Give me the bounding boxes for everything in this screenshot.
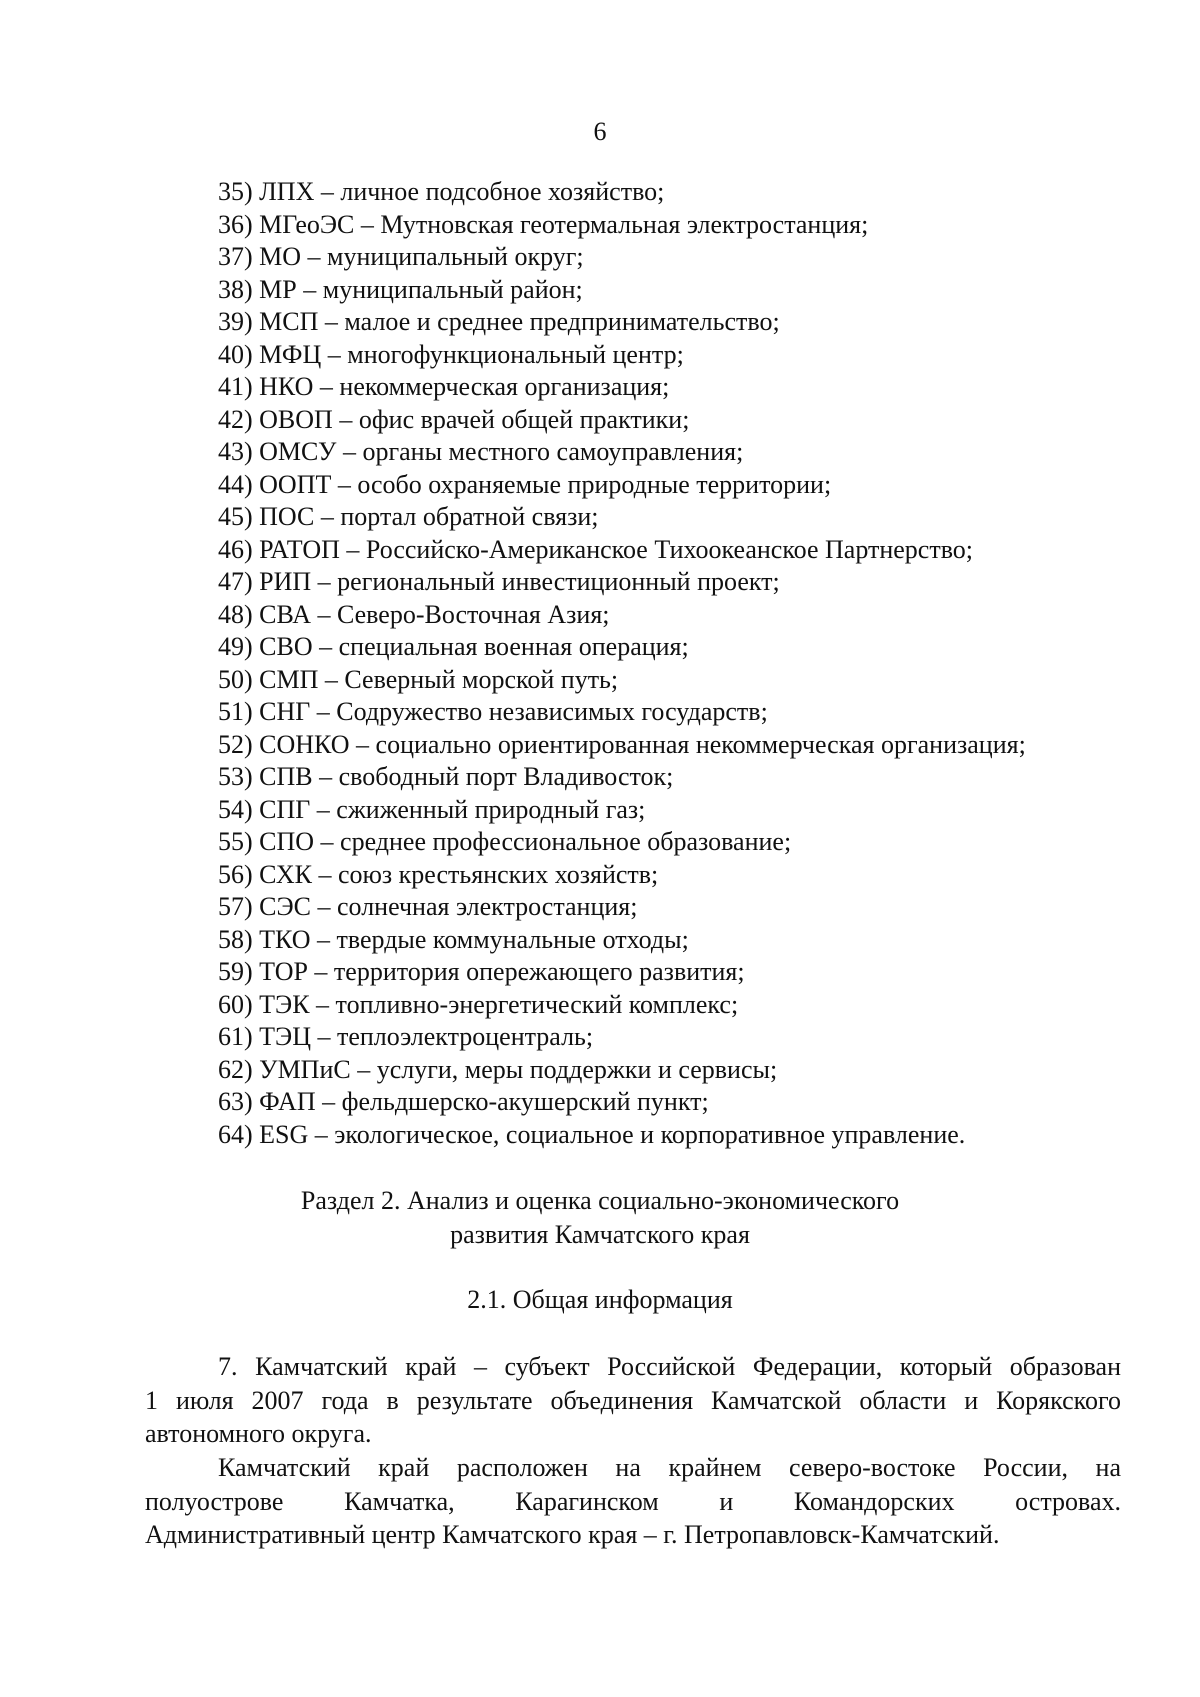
paragraph-line: 7. Камчатский край – субъект Российской Федерации, который образован (218, 1352, 1121, 1381)
abbreviation-item: 37) МО – муниципальный округ; (218, 242, 584, 271)
abbreviation-item: 38) МР – муниципальный район; (218, 274, 583, 304)
abbreviation-item: 57) СЭС – солнечная электростанция; (218, 892, 638, 921)
subsection-heading: 2.1. Общая информация (467, 1285, 733, 1314)
abbreviation-item: 61) ТЭЦ – теплоэлектроцентраль; (218, 1022, 594, 1051)
abbreviation-item: 51) СНГ – Содружество независимых государств; (218, 697, 768, 726)
paragraph-line: автономного округа. (145, 1419, 372, 1448)
abbreviation-item: 60) ТЭК – топливно-энергетический комплекс; (218, 989, 739, 1019)
section-heading-line: Раздел 2. Анализ и оценка социально-экономического (300, 1186, 900, 1215)
abbreviation-item: 50) СМП – Северный морской путь; (218, 664, 619, 694)
paragraph-line: Административный центр Камчатского края – г. Петропавловск-Камчатский. (145, 1520, 1000, 1549)
abbreviation-item: 55) СПО – среднее профессиональное образование; (218, 827, 792, 856)
paragraph-line: полуострове Камчатка, Карагинском и Командорских островах. (145, 1486, 1121, 1516)
body-paragraph (145, 1350, 1121, 1451)
abbreviation-item: 62) УМПиС – услуги, меры поддержки и сервисы; (218, 1054, 778, 1084)
paragraph-line: Камчатский край расположен на крайнем северо-востоке России, на (218, 1453, 1121, 1482)
body-paragraph (145, 1451, 1121, 1552)
abbreviation-item: 40) МФЦ – многофункциональный центр; (218, 339, 684, 369)
abbreviation-item: 41) НКО – некоммерческая организация; (218, 372, 670, 401)
abbreviation-item: 36) МГеоЭС – Мутновская геотермальная электростанция; (218, 209, 869, 239)
abbreviation-item: 35) ЛПХ – личное подсобное хозяйство; (218, 177, 665, 206)
section-heading (0, 1184, 1200, 1252)
abbreviation-item: 39) МСП – малое и среднее предпринимательство; (218, 307, 780, 336)
abbreviation-item: 45) ПОС – портал обратной связи; (218, 502, 599, 531)
section-heading-line: развития Камчатского края (450, 1220, 750, 1249)
abbreviation-item: 59) ТОР – территория опережающего развития; (218, 957, 745, 986)
abbreviation-list (218, 176, 1026, 1151)
page-number: 6 (593, 117, 607, 146)
abbreviation-item: 52) СОНКО – социально ориентированная некоммерческая организация; (218, 729, 1026, 759)
abbreviation-item: 44) ООПТ – особо охраняемые природные территории; (218, 469, 832, 499)
abbreviation-item: 53) СПВ – свободный порт Владивосток; (218, 762, 674, 791)
abbreviation-item: 48) СВА – Северо-Восточная Азия; (218, 599, 610, 629)
abbreviation-item: 47) РИП – региональный инвестиционный проект; (218, 567, 780, 596)
abbreviation-item: 43) ОМСУ – органы местного самоуправления; (218, 437, 744, 466)
abbreviation-item: 58) ТКО – твердые коммунальные отходы; (218, 924, 689, 954)
abbreviation-item: 42) ОВОП – офис врачей общей практики; (218, 404, 690, 434)
abbreviation-item: 63) ФАП – фельдшерско-акушерский пункт; (218, 1087, 709, 1116)
abbreviation-item: 46) РАТОП – Российско-Американское Тихоокеанское Партнерство; (218, 534, 974, 564)
abbreviation-item: 56) СХК – союз крестьянских хозяйств; (218, 859, 659, 889)
abbreviation-item: 49) СВО – специальная военная операция; (218, 632, 689, 661)
paragraph-line: 1 июля 2007 года в результате объединения Камчатской области и Корякского (145, 1385, 1121, 1415)
abbreviation-item: 64) ESG – экологическое, социальное и корпоративное управление. (218, 1119, 966, 1149)
abbreviation-item: 54) СПГ – сжиженный природный газ; (218, 794, 646, 824)
